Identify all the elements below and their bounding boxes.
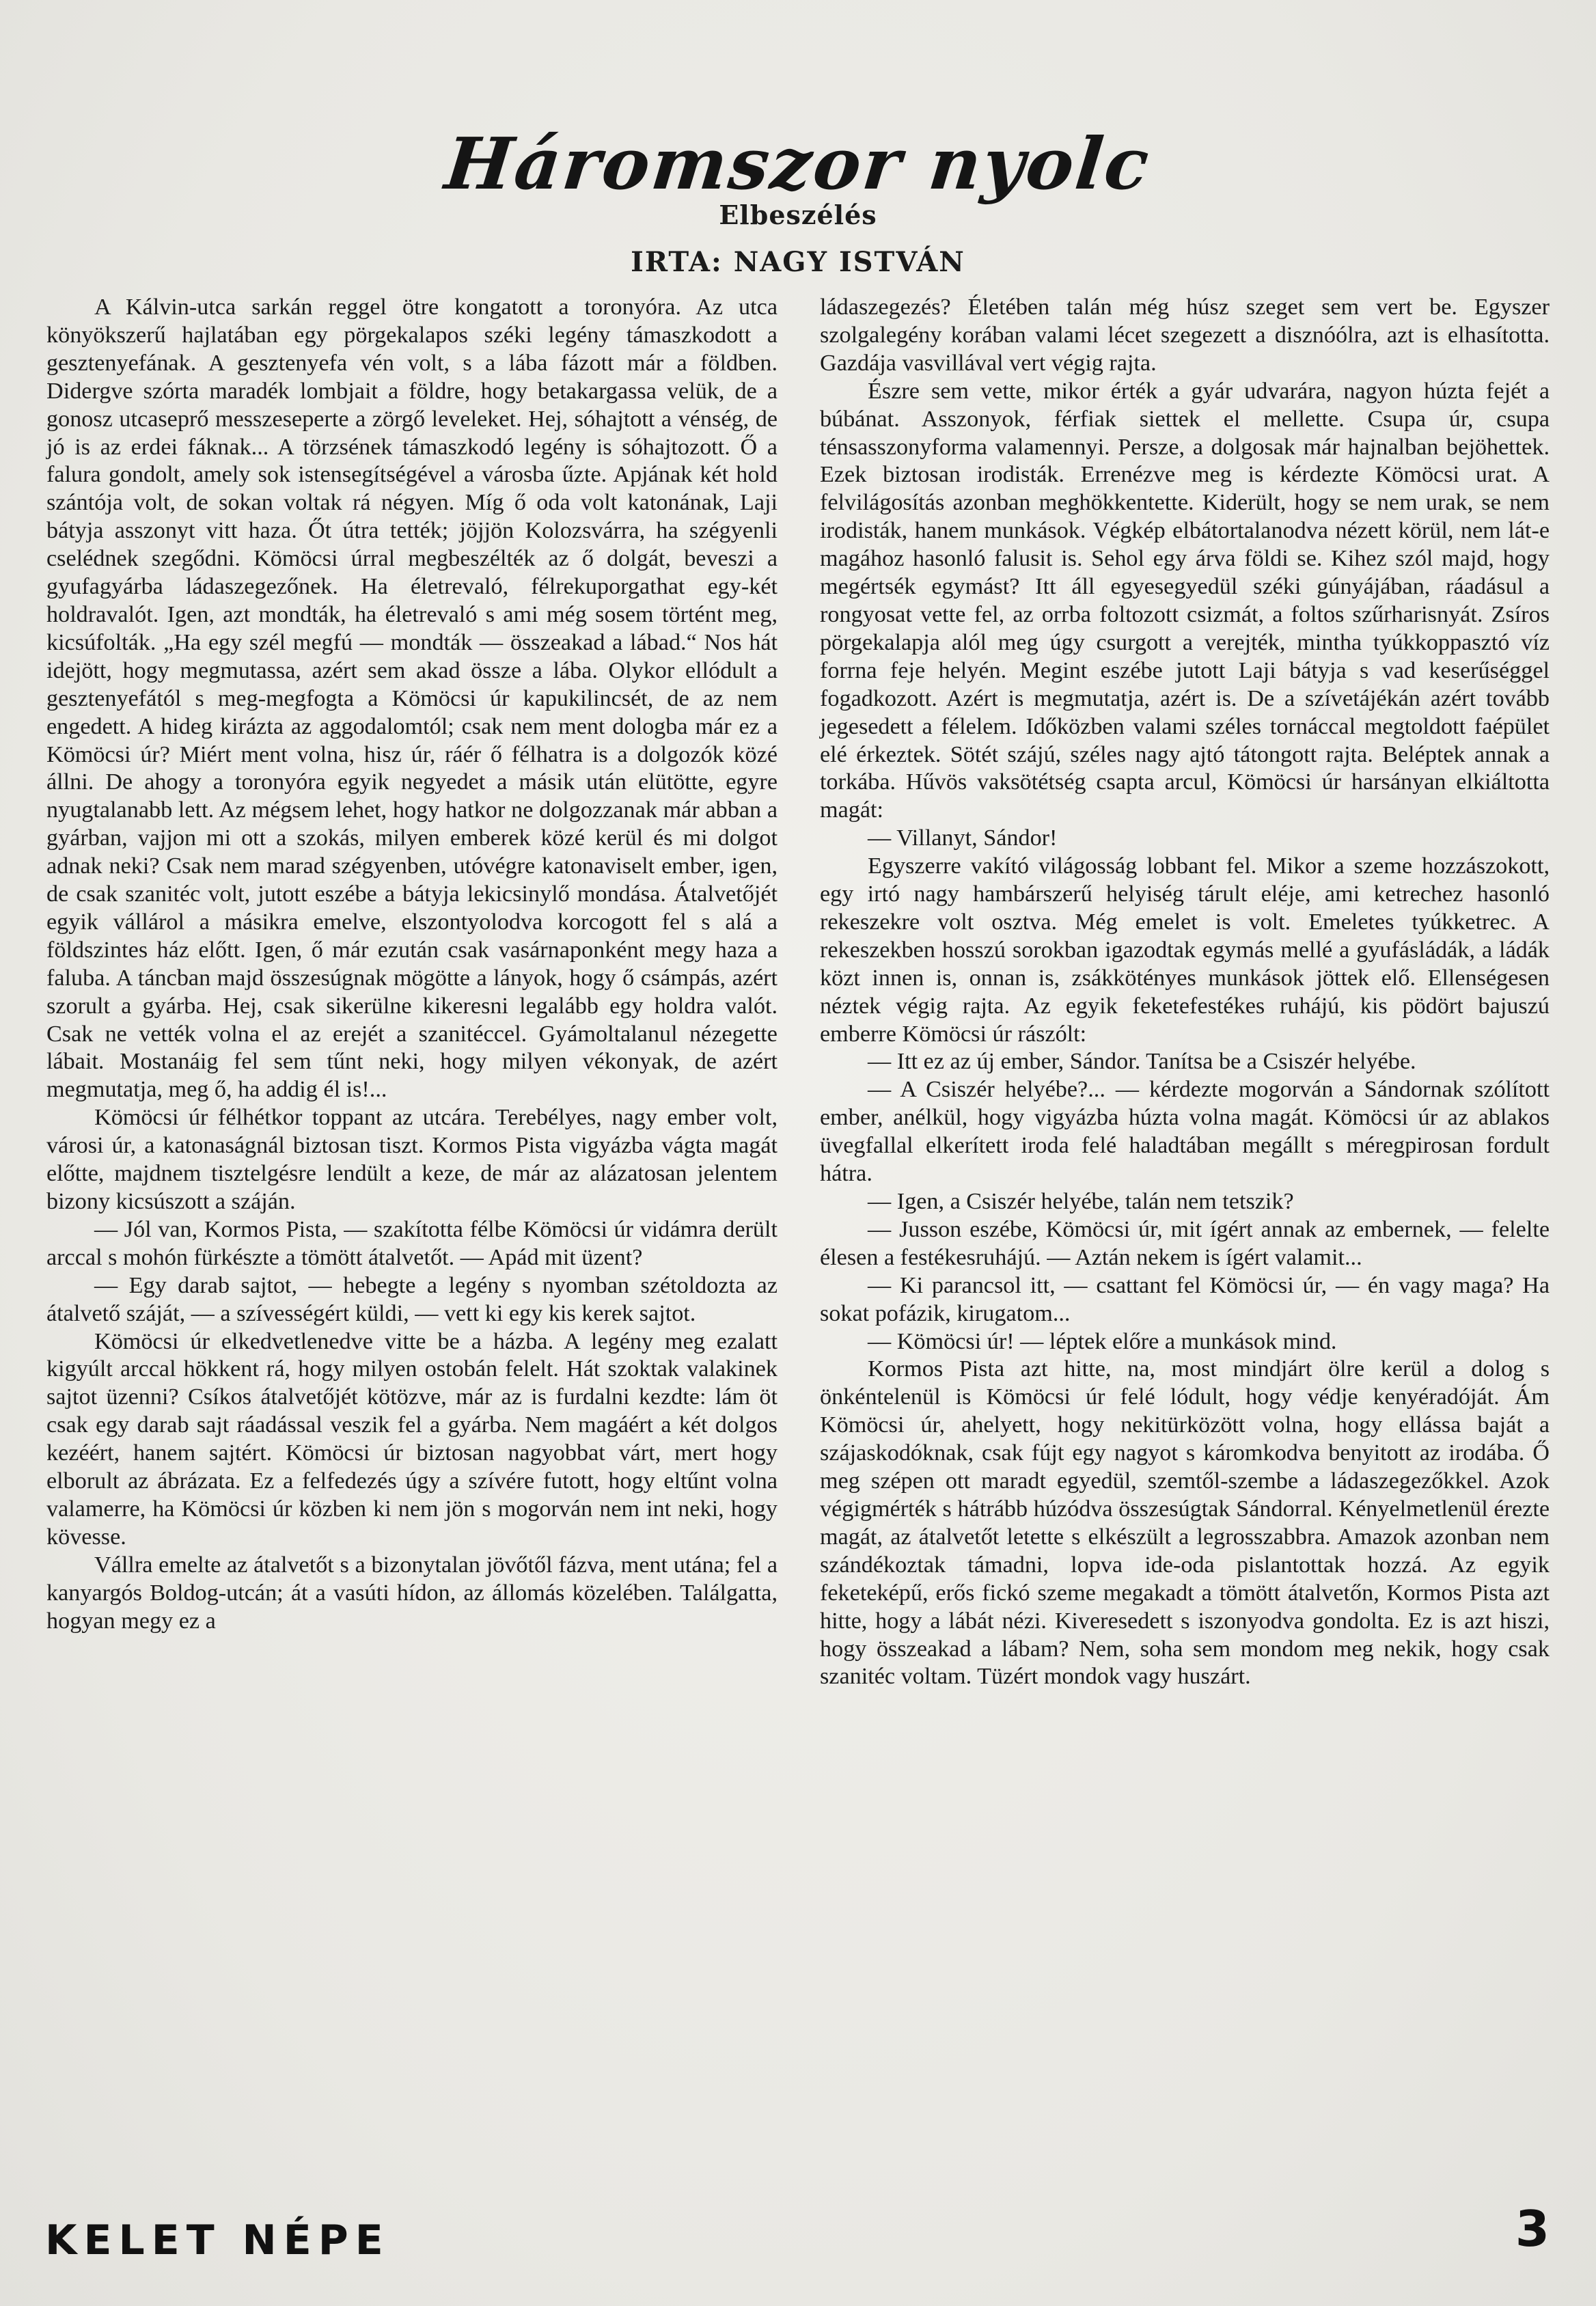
paragraph: — Kömöcsi úr! — léptek előre a munkások mind.: [868, 1328, 1337, 1354]
paragraph: Kormos Pista azt hitte, na, most mindjárt ölre kerül a dolog s önkéntelenül is Kömöcsi úr felé lódult, hogy védje kenyéradóját. Ám Kömöcsi úr, ahelyett, hogy nekitürközött volna, hogy ellássa baját a szájaskodóknak, csak fújt egy nagyot s káromkodva benyitott az irodába. Ő meg szépen ott maradt egyedül, szemtől-szembe a ládaszegezőkkel. Azok végigmérték s hátrább húzódva összesúgtak Sándorral. Kényelmetlenül érezte magát, az átalvetőt letette s elkészült a legrosszabbra. Amazok azonban nem szándékoztak támadni, lopva ide-oda pislantottak hozzá. Az egyik feketeképű, erős fickó szeme megakadt a tömött átalvetőn, Kormos Pista azt hitte, hogy a lábát nézi. Kiveresedett s iszonyodva gondolta. Ez is azt hiszi, hogy összeakad a lábam? Nem, soha sem mondom meg nekik, hogy csak szanitéc voltam. Tüzért mondok vagy huszárt.: [820, 1356, 1550, 1690]
paragraph: Kömöcsi úr elkedvetlenedve vitte be a házba. A legény meg ezalatt kigyúlt arccal hökkent rá, hogy milyen ostobán felelt. Hát szoktak valakinek sajtot üzenni? Csíkos átalvetőjét kötözve, már az is furdalni kezdte: lám öt csak egy darab sajt ráadással veszik fel a gyárba. Nem magáért a két dolgos kezéért, hanem sajtért. Kömöcsi úr biztosan nagyobbat várt, mert hogy elborult az ábrázata. Ez a felfedezés úgy a szívére futott, hogy eltűnt volna valamerre, ha Kömöcsi úr közben ki nem jön s mogorván nem int neki, hogy kövesse.: [46, 1328, 778, 1550]
paragraph: — Jól van, Kormos Pista, — szakította félbe Kömöcsi úr vidámra derült arccal s mohón fürkészte a tömött átalvetőt. — Apád mit üzent?: [46, 1216, 778, 1270]
paragraph: Észre sem vette, mikor érték a gyár udvarára, nagyon húzta fejét a búbánat. Asszonyok, férfiak siettek el mellette. Csupa úr, csupa ténsasszonyforma valamennyi. Persze, a dolgosak már hajnalban bejöhettek. Ezek biztosan irodisták. Errenézve meg is kérdezte Kömöcsi urat. A felvilágosítás azonban meghökkentette. Kiderült, hogy se nem urak, se nem irodisták, hanem munkások. Végkép elbátortalanodva nézett körül, nem lát-e magához hasonló falusit is. Sehol egy árva földi se. Kihez szól majd, hogy megértsék egymást? Itt áll egyesegyedül széki gúnyájában, ráadásul a rongyosat vette fel, az orrba foltozott csizmát, a foltos szűrharisnyát. Zsíros pörgekalapja alól meg úgy csurgott a verejték, mintha tyúkkoppasztó víz forrna feje helyén. Megint eszébe jutott Laji bátyja s vad keserűséggel fogadkozott. Azért is megmutatja, azért is. De a szívetájékán azért tovább jegesedett a félelem. Időközben valami széles tornáccal megtoldott faépület elé érkeztek. Sötét szájú, széles nagy ajtó tátongott rajta. Beléptek annak a torkába. Hűvös vaksötétség csapta arcul, Kömöcsi úr harsányan elkiáltotta magát:: [820, 378, 1550, 823]
paragraph: — Villanyt, Sándor!: [868, 825, 1058, 851]
paragraph: A Kálvin-utca sarkán reggel ötre kongatott a toronyóra. Az utca könyökszerű hajlatában egy pörgekalapos széki legény támaszkodott a gesztenyefának. A gesztenyefa vén volt, s a lába fázott már a földben. Didergve szórta maradék lombjait a földre, hogy betakargassa velük, de a gonosz utcaseprő messzeseperte a zörgő leveleket. Hej, sóhajtott a vénség, de jó is az erdei fáknak... A törzsének támaszkodó legény is sóhajtozott. Ő a falura gondolt, amely sok istensegítségével a városba űzte. Apjának két hold szántója volt, de sokan voltak rá négyen. Míg ő oda volt katonának, Laji bátyja asszonyt vitt haza. Őt útra tették; jöjjön Kolozsvárra, ha szégyenli cselédnek szegődni. Kömöcsi úrral megbeszélték az ő dolgát, beveszi a gyufagyárba ládaszegezőnek. Ha életrevaló, félrekuporgathat egy-két holdravalót. Igen, azt mondták, ha életrevaló s ami még sosem történt meg, kicsúfolták. „Ha egy szél megfú — mondták — összeakad a lábad.“ Nos hát idejött, hogy megmutassa, azért sem akad össze a lába. Olykor ellódult a gesztenyefától s meg-megfogta a Kömöcsi úr kapukilincsét, de az nem engedett. A hideg kirázta az aggodalomtól; csak nem ment dologba már ez a Kömöcsi úr? Miért ment volna, hisz úr, ráér ő félhatra is a dolgozók közé állni. De ahogy a toronyóra egyik negyedet a másik után elütötte, egyre nyugtalanabb lett. Az mégsem lehet, hogy hatkor ne dolgozzanak már abban a gyárban, vajjon mi ott a szokás, milyen emberek közé kerül és mi dolgot adnak neki? Csak nem marad szégyenben, utóvégre katonaviselt ember, igen, de csak szanitéc volt, jutott eszébe a bátyja lekicsinylő mondása. Átalvetőjét egyik vállárol a másikra emelve, elszontyolodva korcogott fel s alá a földszintes ház előtt. Igen, ő már ezután csak vasárnaponként megy haza a faluba. A táncban majd összesúgnak mögötte a lányok, hogy ő csámpás, azért szorult a gyárba. Hej, csak sikerülne kikeresni legalább egy holdra valót. Csak ne vették volna el az erejét a szanitéccel. Gyámoltalanul nézegette lábait. Mostanáig fel sem tűnt neki, hogy milyen vékonyak, de azért megmutatja, meg ő, ha addig él is!...: [46, 294, 778, 1103]
text-column-left: [46, 294, 778, 1636]
paragraph: — A Csiszér helyébe?... — kérdezte mogorván a Sándornak szólított ember, anélkül, hogy vigyázba húzta volna magát. Kömöcsi úr az ablakos üvegfallal elkerített iroda felé haladtában megállt s méregpirosan fordult hátra.: [820, 1077, 1550, 1187]
paragraph: Egyszerre vakító világosság lobbant fel. Mikor a szeme hozzászokott, egy irtó nagy hambárszerű helyiség tárult eléje, ami ketrechez hasonló rekeszekre volt osztva. Még emelet is volt. Emeletes tyúkketrec. A rekeszekben hosszú sorokban igazodtak egymás mellé a gyufásládák, a ládák közt innen is, onnan is, zsákkötényes munkások jöttek elő. Ellenségesen néztek végig rajta. Az egyik feketefestékes ruhájú, kis pödört bajuszú emberre Kömöcsi úr rászólt:: [820, 853, 1550, 1047]
paragraph: — Ki parancsol itt, — csattant fel Kömöcsi úr, — én vagy maga? Ha sokat pofázik, kirugatom...: [820, 1272, 1550, 1326]
article-subtitle: Elbeszélés: [719, 200, 877, 230]
article-byline: IRTA: NAGY ISTVÁN: [631, 246, 965, 278]
paragraph: — Egy darab sajtot, — hebegte a legény s nyomban szétoldozta az átalvető száját, — a szívességért küldi, — vett ki egy kis kerek sajtot.: [46, 1272, 778, 1326]
page-number: 3: [1515, 2200, 1550, 2257]
paragraph: Kömöcsi úr félhétkor toppant az utcára. Terebélyes, nagy ember volt, városi úr, a katonaságnál biztosan tiszt. Kormos Pista vigyázba vágta magát előtte, majdnem tisztelgésre lendült a keze, de már az alázatosan jelentem bizony kicsúszott a száján.: [46, 1105, 778, 1214]
publication-name: KELET NÉPE: [45, 2216, 390, 2264]
article-title: Háromszor nyolc: [441, 122, 1155, 206]
text-column-right: [820, 294, 1550, 1691]
paragraph: Vállra emelte az átalvetőt s a bizonytalan jövőtől fázva, ment utána; fel a kanyargós Boldog-utcán; át a vasúti hídon, az állomás közelében. Találgatta, hogyan megy ez a: [46, 1552, 778, 1634]
paragraph: ládaszegezés? Életében talán még húsz szeget sem vert be. Egyszer szolgalegény korában valami lécet szegezett a disznóólra, azt is elhasította. Gazdája vasvillával vert végig rajta.: [820, 294, 1550, 376]
paragraph: — Igen, a Csiszér helyébe, talán nem tetszik?: [868, 1189, 1294, 1214]
paragraph: — Jusson eszébe, Kömöcsi úr, mit ígért annak az embernek, — felelte élesen a festékesruhájú. — Aztán nekem is ígért valamit...: [820, 1216, 1550, 1270]
paragraph: — Itt ez az új ember, Sándor. Tanítsa be a Csiszér helyébe.: [868, 1049, 1416, 1075]
